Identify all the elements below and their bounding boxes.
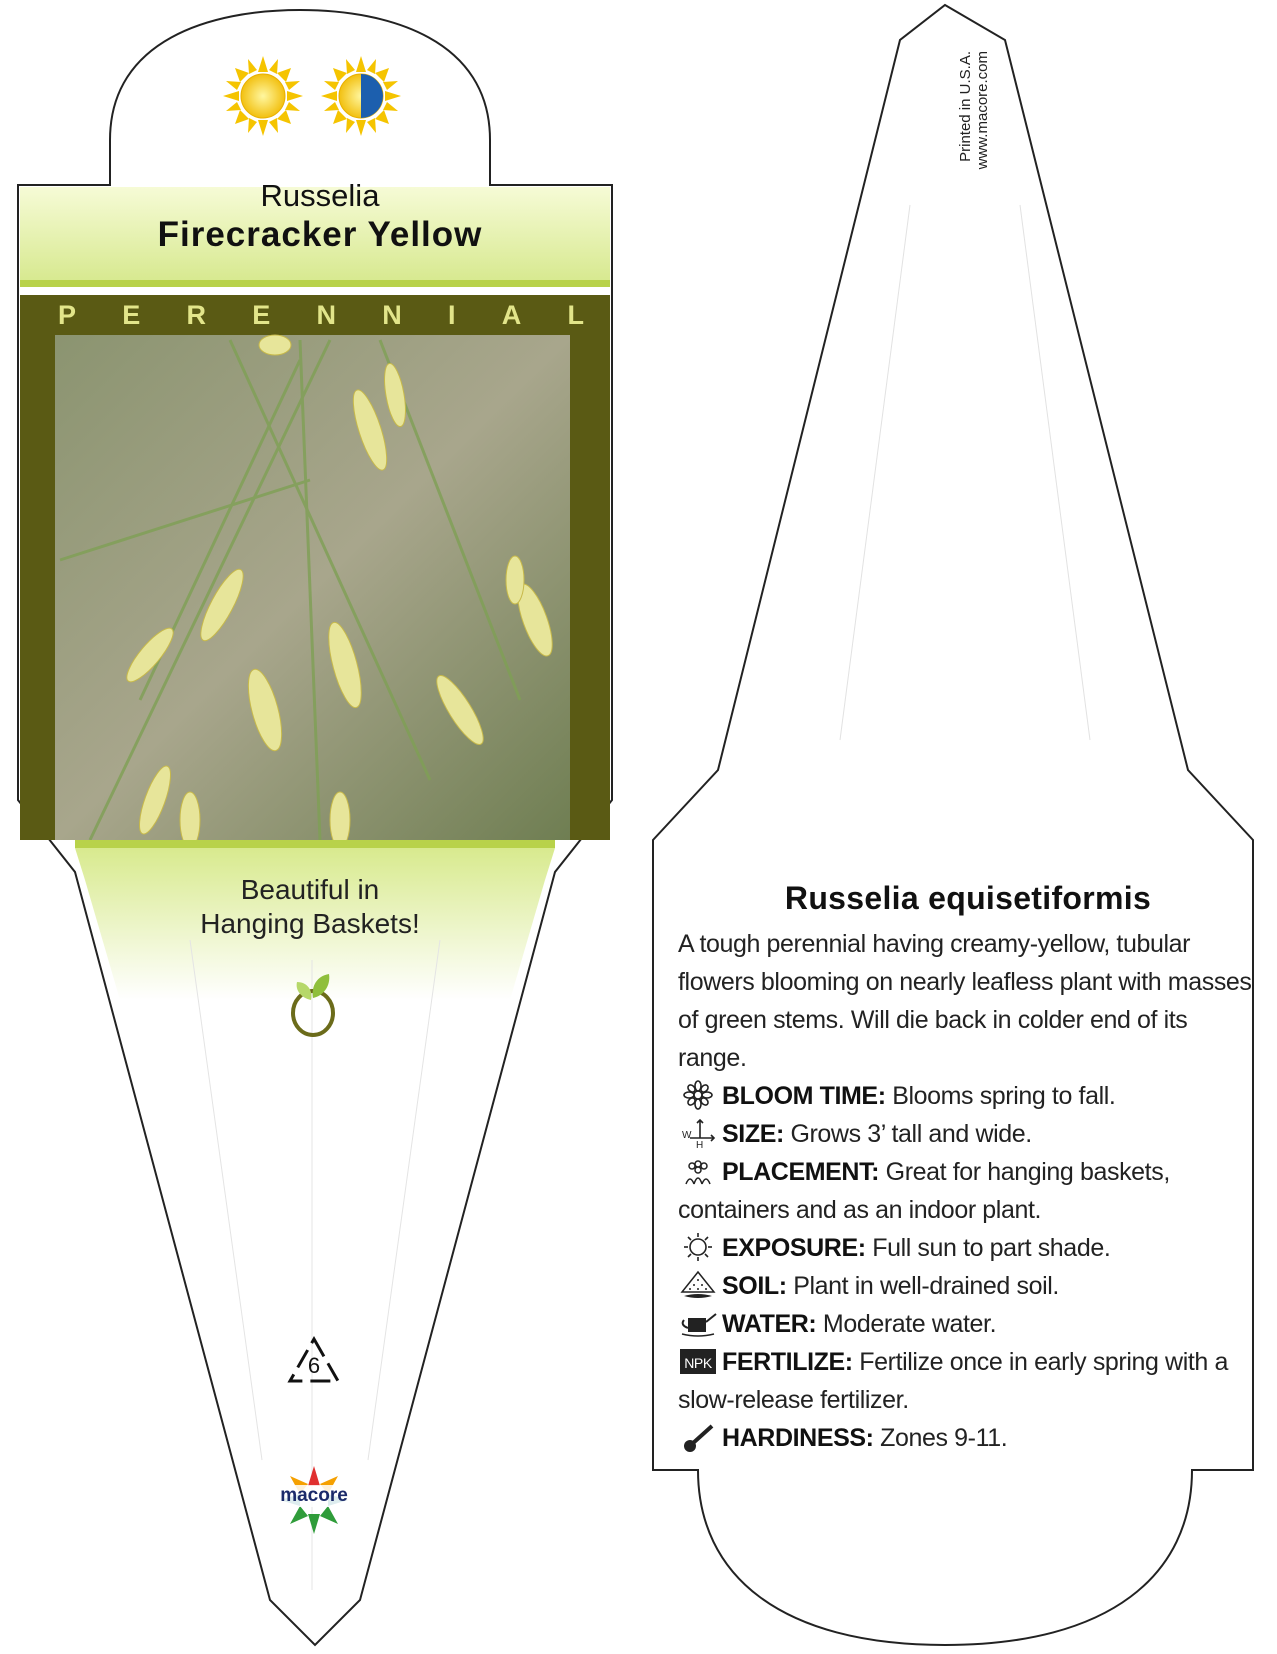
category-letter: E (252, 299, 271, 330)
attribute-label: HARDINESS: (722, 1424, 874, 1452)
flower-icon (678, 1080, 718, 1110)
botanical-name: Russelia equisetiformis (784, 880, 1152, 916)
attribute-text: Moderate water. (822, 1310, 997, 1338)
size-w-label: W (682, 1130, 692, 1141)
npk-icon (678, 1346, 718, 1376)
watering-can-icon (678, 1308, 718, 1338)
printed-website: www.macore.com (974, 51, 991, 170)
brand-name: macore (272, 1485, 356, 1507)
attribute-label: BLOOM TIME: (722, 1082, 886, 1110)
category-letter: A (501, 299, 522, 330)
size-icon (678, 1118, 718, 1148)
attribute-fertilize (678, 1343, 1258, 1419)
soil-icon (678, 1270, 718, 1300)
sun-outline-icon (678, 1232, 718, 1262)
tagline-line: Beautiful in (240, 874, 380, 905)
attribute-label: EXPOSURE: (722, 1234, 866, 1262)
attribute-text: Great for hanging baskets, containers and as an indoor plant. (678, 1158, 1170, 1224)
category-letter: N (316, 299, 336, 330)
size-h-label: H (696, 1140, 703, 1148)
attribute-label: SOIL: (722, 1272, 787, 1300)
attribute-exposure (678, 1229, 1258, 1267)
description: A tough perennial having creamy-yellow, tubular flowers blooming on nearly leafless plant with masses of green stems. Will die back in colder end of its range. (678, 930, 1252, 1072)
attribute-label: SIZE: (722, 1120, 784, 1148)
attribute-text: Plant in well-drained soil. (793, 1272, 1059, 1300)
attribute-text: Fertilize once in early spring with a slow-release fertilizer. (678, 1348, 1228, 1414)
attribute-label: WATER: (722, 1310, 817, 1338)
attribute-label: FERTILIZE: (722, 1348, 853, 1376)
attribute-size (678, 1115, 1258, 1153)
category-letter: N (382, 299, 402, 330)
category-letter: L (567, 299, 584, 330)
common-name: Russelia (260, 178, 380, 213)
attribute-water (678, 1305, 1258, 1343)
attribute-bloom-time (678, 1077, 1258, 1115)
category-letter: R (186, 299, 206, 330)
tagline-line: Hanging Baskets! (200, 908, 420, 939)
attribute-soil (678, 1267, 1258, 1305)
category-letter: E (122, 299, 141, 330)
thermometer-icon (678, 1422, 718, 1452)
attribute-text: Grows 3’ tall and wide. (790, 1120, 1032, 1148)
attribute-text: Zones 9-11. (880, 1424, 1008, 1452)
attribute-label: PLACEMENT: (722, 1158, 880, 1186)
attribute-text: Full sun to part shade. (872, 1234, 1111, 1262)
attribute-hardiness (678, 1419, 1258, 1457)
printed-note (948, 48, 991, 228)
recycle-code: 6 (307, 1353, 321, 1378)
category-letter: P (58, 299, 77, 330)
npk-label: NPK (684, 1355, 712, 1371)
category-letter: I (447, 299, 456, 330)
attribute-text: Blooms spring to fall. (892, 1082, 1116, 1110)
attribute-placement (678, 1153, 1258, 1229)
placement-icon (678, 1156, 718, 1186)
variety-name: Firecracker Yellow (157, 215, 483, 254)
care-info (678, 880, 1258, 1457)
printed-country: Printed in U.S.A. (957, 51, 974, 162)
